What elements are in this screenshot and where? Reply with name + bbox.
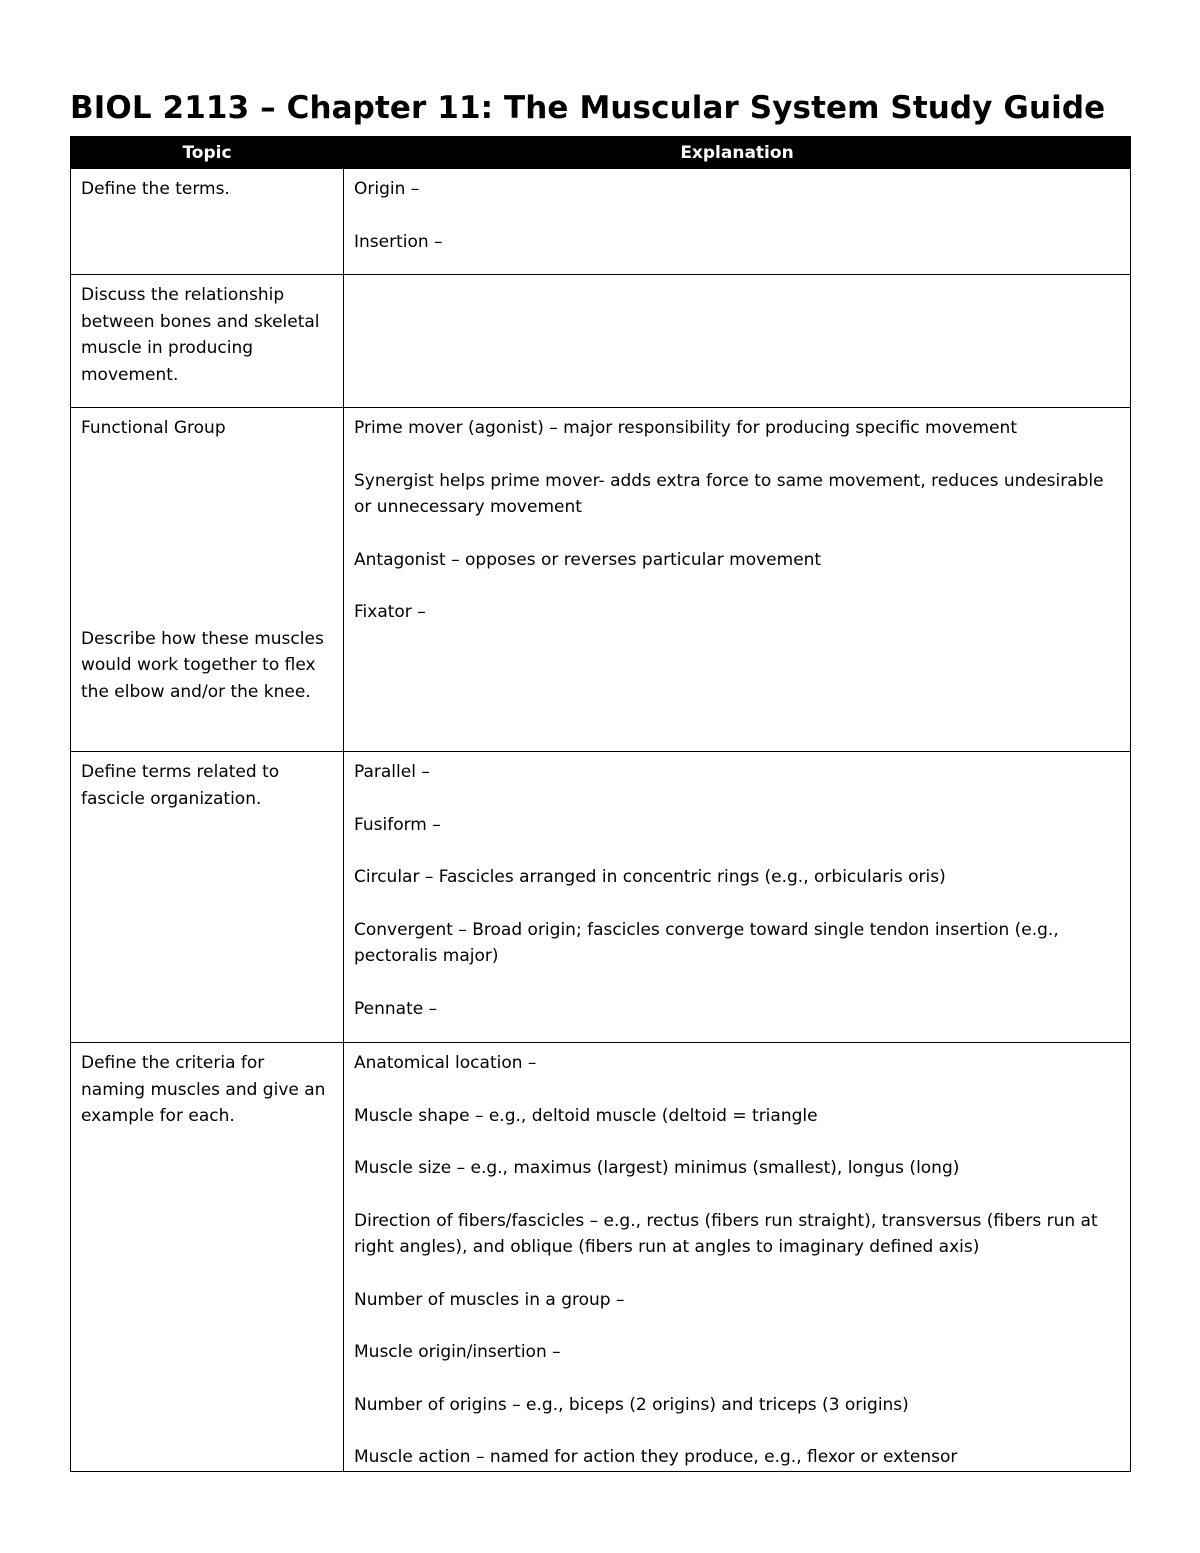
topic-cell [71,1043,344,1472]
topic-cell [71,275,344,408]
explanation-cell [344,752,1131,1043]
term-origin: Origin – [354,179,420,199]
topic-column-header: Topic [71,137,344,169]
criterion-anatomical-location: Anatomical location – [354,1053,537,1073]
table-header-row [71,137,1131,169]
explanation-cell [344,169,1131,275]
topic-text: Define the terms. [81,179,230,199]
topic-text: Define the criteria for naming muscles and give an example for each. [81,1053,326,1126]
criterion-muscle-size: Muscle size – e.g., maximus (largest) minimus (smallest), longus (long) [354,1158,960,1178]
criterion-muscle-shape: Muscle shape – e.g., deltoid muscle (deltoid = triangle [354,1105,818,1126]
term-parallel: Parallel – [354,762,430,782]
topic-text: Functional Group [81,418,226,438]
criterion-number-of-origins: Number of origins – e.g., biceps (2 origins) and triceps (3 origins) [354,1394,909,1415]
criterion-origin-insertion: Muscle origin/insertion – [354,1342,561,1362]
table-row [71,275,1131,408]
term-circular: Circular – Fascicles arranged in concentric rings (e.g., orbicularis oris) [354,867,946,887]
topic-text: Define terms related to fascicle organization. [81,762,280,809]
term-insertion: Insertion – [354,231,443,252]
explanation-cell [344,1043,1131,1472]
explanation-cell [344,275,1131,408]
table-row [71,1043,1131,1472]
topic-spacer [81,442,333,626]
study-guide-table [70,136,1131,1472]
table-row [71,169,1131,275]
term-synergist: Synergist helps prime mover- adds extra force to same movement, reduces undesirable or unnecessary movement [354,470,1104,517]
topic-text: Describe how these muscles would work together to flex the elbow and/or the knee. [81,628,324,702]
term-fusiform: Fusiform – [354,814,441,835]
term-convergent: Convergent – Broad origin; fascicles converge toward single tendon insertion (e.g., pectoralis major) [354,919,1059,966]
explanation-cell [344,408,1131,752]
criterion-fiber-direction: Direction of fibers/fascicles – e.g., rectus (fibers run straight), transversus (fibers run at right angles), and oblique (fibers run at angles to imaginary defined axis) [354,1210,1098,1257]
term-pennate: Pennate – [354,998,438,1019]
term-prime-mover: Prime mover (agonist) – major responsibility for producing specific movement [354,418,1017,438]
table-row [71,408,1131,752]
explanation-column-header: Explanation [344,137,1131,169]
topic-cell [71,169,344,275]
table-row [71,752,1131,1043]
topic-text: Discuss the relationship between bones and skeletal muscle in producing movement. [81,285,320,385]
term-fixator: Fixator – [354,602,426,622]
criterion-number-of-muscles: Number of muscles in a group – [354,1289,625,1310]
topic-cell [71,408,344,752]
term-antagonist: Antagonist – opposes or reverses particular movement [354,549,822,570]
criterion-muscle-action: Muscle action – named for action they produce, e.g., flexor or extensor [354,1447,958,1467]
topic-cell [71,752,344,1043]
page-title: BIOL 2113 – Chapter 11: The Muscular System Study Guide [70,90,1106,126]
